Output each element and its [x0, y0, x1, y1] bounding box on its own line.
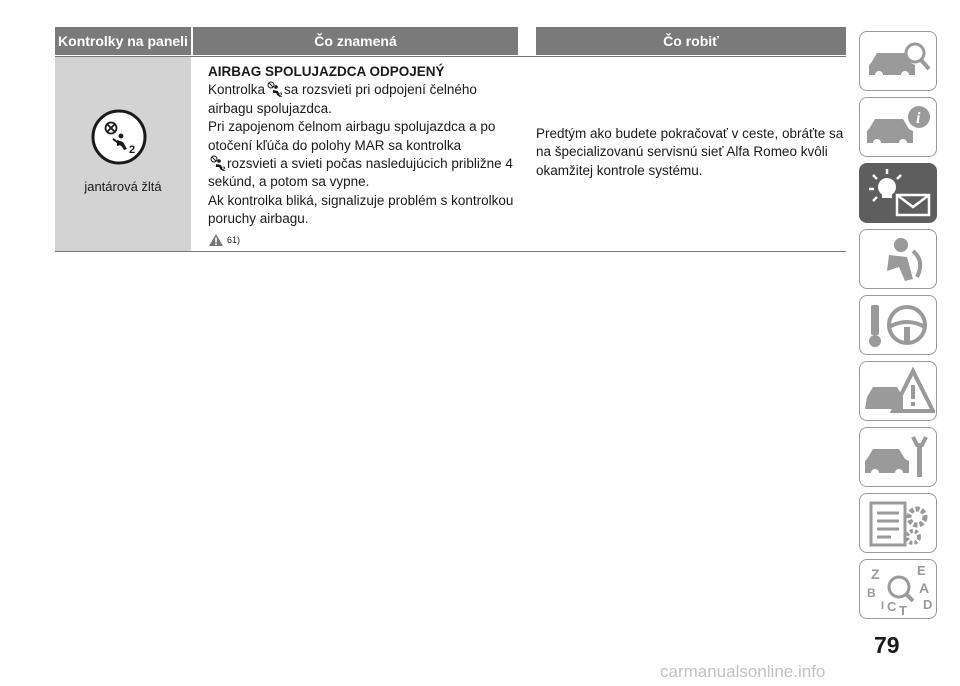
chapter-tab-emergency[interactable] [859, 361, 937, 421]
chapter-tab-driving[interactable] [859, 295, 937, 355]
svg-text:2: 2 [279, 93, 283, 98]
seat-safety-icon [861, 231, 935, 287]
warning-light-message-icon [861, 165, 935, 221]
svg-text:I: I [881, 600, 885, 612]
page-number: 79 [874, 632, 900, 658]
header-meaning: Čo znamená [193, 27, 518, 55]
passenger-airbag-off-icon [91, 109, 147, 165]
chapter-tab-car-info[interactable] [859, 97, 937, 157]
passenger-airbag-off-inline-icon [209, 155, 226, 171]
car-warning-triangle-icon [861, 363, 935, 419]
svg-text:D: D [923, 597, 933, 612]
svg-text:Z: Z [871, 566, 880, 582]
meaning-cell [208, 63, 518, 249]
svg-text:C: C [887, 599, 897, 614]
warning-triangle-icon [208, 233, 224, 247]
chapter-tab-index[interactable] [859, 559, 937, 619]
svg-text:2: 2 [222, 167, 226, 172]
svg-text:i: i [916, 110, 921, 127]
lamp-title: AIRBAG SPOLUJAZDCA ODPOJENÝ [208, 64, 445, 79]
steering-key-icon [861, 297, 935, 353]
svg-text:T: T [899, 603, 907, 617]
car-info-icon [861, 99, 935, 155]
meaning-paragraph-2: Pri zapojenom čelnom airbagu spolujazdca a po otočení kľúča do polohy MAR sa kontrolka 2 rozsvieti a svieti počas nasledujúcich približne 4 sekúnd, a potom sa vypne. [208, 119, 513, 190]
header-lamps: Kontrolky na paneli [55, 27, 191, 55]
car-tools-icon [861, 429, 935, 485]
chapter-tab-specifications[interactable] [859, 493, 937, 553]
svg-text:A: A [919, 580, 930, 596]
chapter-tab-safety[interactable] [859, 229, 937, 289]
header-action: Čo robiť [536, 27, 846, 55]
chapter-tab-maintenance[interactable] [859, 427, 937, 487]
watermark: carmanualsonline.info [660, 662, 826, 681]
svg-text:B: B [867, 586, 876, 600]
svg-text:2: 2 [129, 144, 136, 156]
chapter-tab-warning-lights[interactable] [859, 163, 937, 223]
car-search-icon [861, 33, 935, 89]
index-letters-icon [861, 561, 935, 617]
lamp-cell [55, 57, 191, 251]
table-bottom-rule [55, 251, 846, 252]
spec-gear-icon [861, 495, 935, 551]
meaning-paragraph-1: Kontrolka 2 sa rozsvieti pri odpojení čelného airbagu spolujazdca. [208, 82, 477, 116]
svg-text:E: E [917, 563, 926, 578]
chapter-tab-car-search[interactable] [859, 31, 937, 91]
meaning-paragraph-3: Ak kontrolka bliká, signalizuje problém s kontrolkou poruchy airbagu. [208, 192, 514, 227]
passenger-airbag-off-inline-icon [266, 81, 283, 97]
lamp-color-label: jantárová žltá [84, 179, 162, 194]
warning-reference: 61) [208, 231, 518, 249]
action-cell: Predtým ako budete pokračovať v ceste, obráťte sa na špecializovanú servisnú sieť Alfa Romeo kvôli okamžitej kontrole systému. [536, 126, 844, 178]
